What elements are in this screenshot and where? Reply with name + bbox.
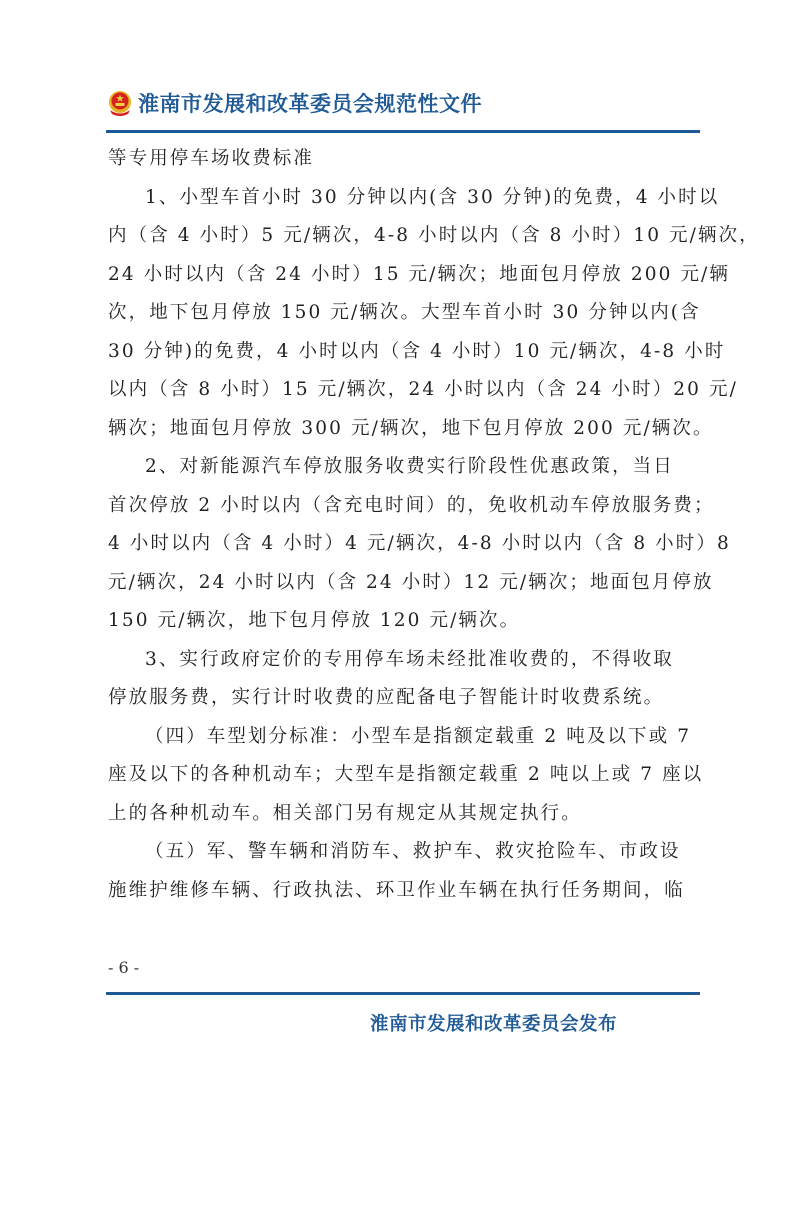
- text-line: 以内（含 8 小时）15 元/辆次，24 小时以内（含 24 小时）20 元/: [108, 379, 738, 400]
- footer-divider: [106, 992, 700, 995]
- text-line: 停放服务费，实行计时收费的应配备电子智能计时收费系统。: [108, 687, 665, 708]
- text-line: 24 小时以内（含 24 小时）15 元/辆次；地面包月停放 200 元/辆: [108, 263, 730, 285]
- text-line: 内（含 4 小时）5 元/辆次，4-8 小时以内（含 8 小时）10 元/辆次，: [108, 225, 760, 246]
- text-line: 30 分钟)的免费，4 小时以内（含 4 小时）10 元/辆次，4-8 小时: [108, 340, 726, 362]
- paragraph-item-1: 1、小型车首小时 30 分钟以内(含 30 分钟)的免费，4 小时以: [145, 186, 720, 208]
- page-number: - 6 -: [108, 958, 140, 977]
- text-line: 4 小时以内（含 4 小时）4 元/辆次，4-8 小时以内（含 8 小时）8: [108, 533, 731, 554]
- document-body: [108, 140, 760, 910]
- text-line: 次，地下包月停放 150 元/辆次。大型车首小时 30 分钟以内(含: [108, 302, 701, 323]
- section-four: （四）车型划分标准：小型车是指额定载重 2 吨及以下或 7: [145, 725, 692, 747]
- document-header: [106, 86, 482, 120]
- text-line: 座及以下的各种机动车；大型车是指额定载重 2 吨以上或 7 座以: [108, 764, 704, 785]
- text-line: 上的各种机动车。相关部门另有规定从其规定执行。: [108, 802, 582, 824]
- text-line: 辆次；地面包月停放 300 元/辆次，地下包月停放 200 元/辆次。: [108, 417, 714, 439]
- national-emblem-icon: [106, 89, 134, 117]
- section-five: （五）军、警车辆和消防车、救护车、救灾抢险车、市政设: [145, 841, 681, 862]
- header-divider: [106, 130, 700, 133]
- paragraph-item-3: 3、实行政府定价的专用停车场未经批准收费的，不得收取: [145, 648, 674, 670]
- paragraph-item-2: 2、对新能源汽车停放服务收费实行阶段性优惠政策，当日: [145, 456, 674, 477]
- footer-publisher: 淮南市发展和改革委员会发布: [370, 1014, 618, 1035]
- text-line: 首次停放 2 小时以内（含充电时间）的，免收机动车停放服务费；: [108, 494, 715, 516]
- text-line: 150 元/辆次，地下包月停放 120 元/辆次。: [108, 610, 521, 631]
- text-line: 元/辆次，24 小时以内（含 24 小时）12 元/辆次；地面包月停放: [108, 571, 714, 593]
- text-line: 施维护维修车辆、行政执法、环卫作业车辆在执行任务期间，临: [108, 879, 685, 901]
- header-title: 淮南市发展和改革委员会规范性文件: [138, 92, 482, 116]
- text-line: 等专用停车场收费标准: [108, 148, 315, 169]
